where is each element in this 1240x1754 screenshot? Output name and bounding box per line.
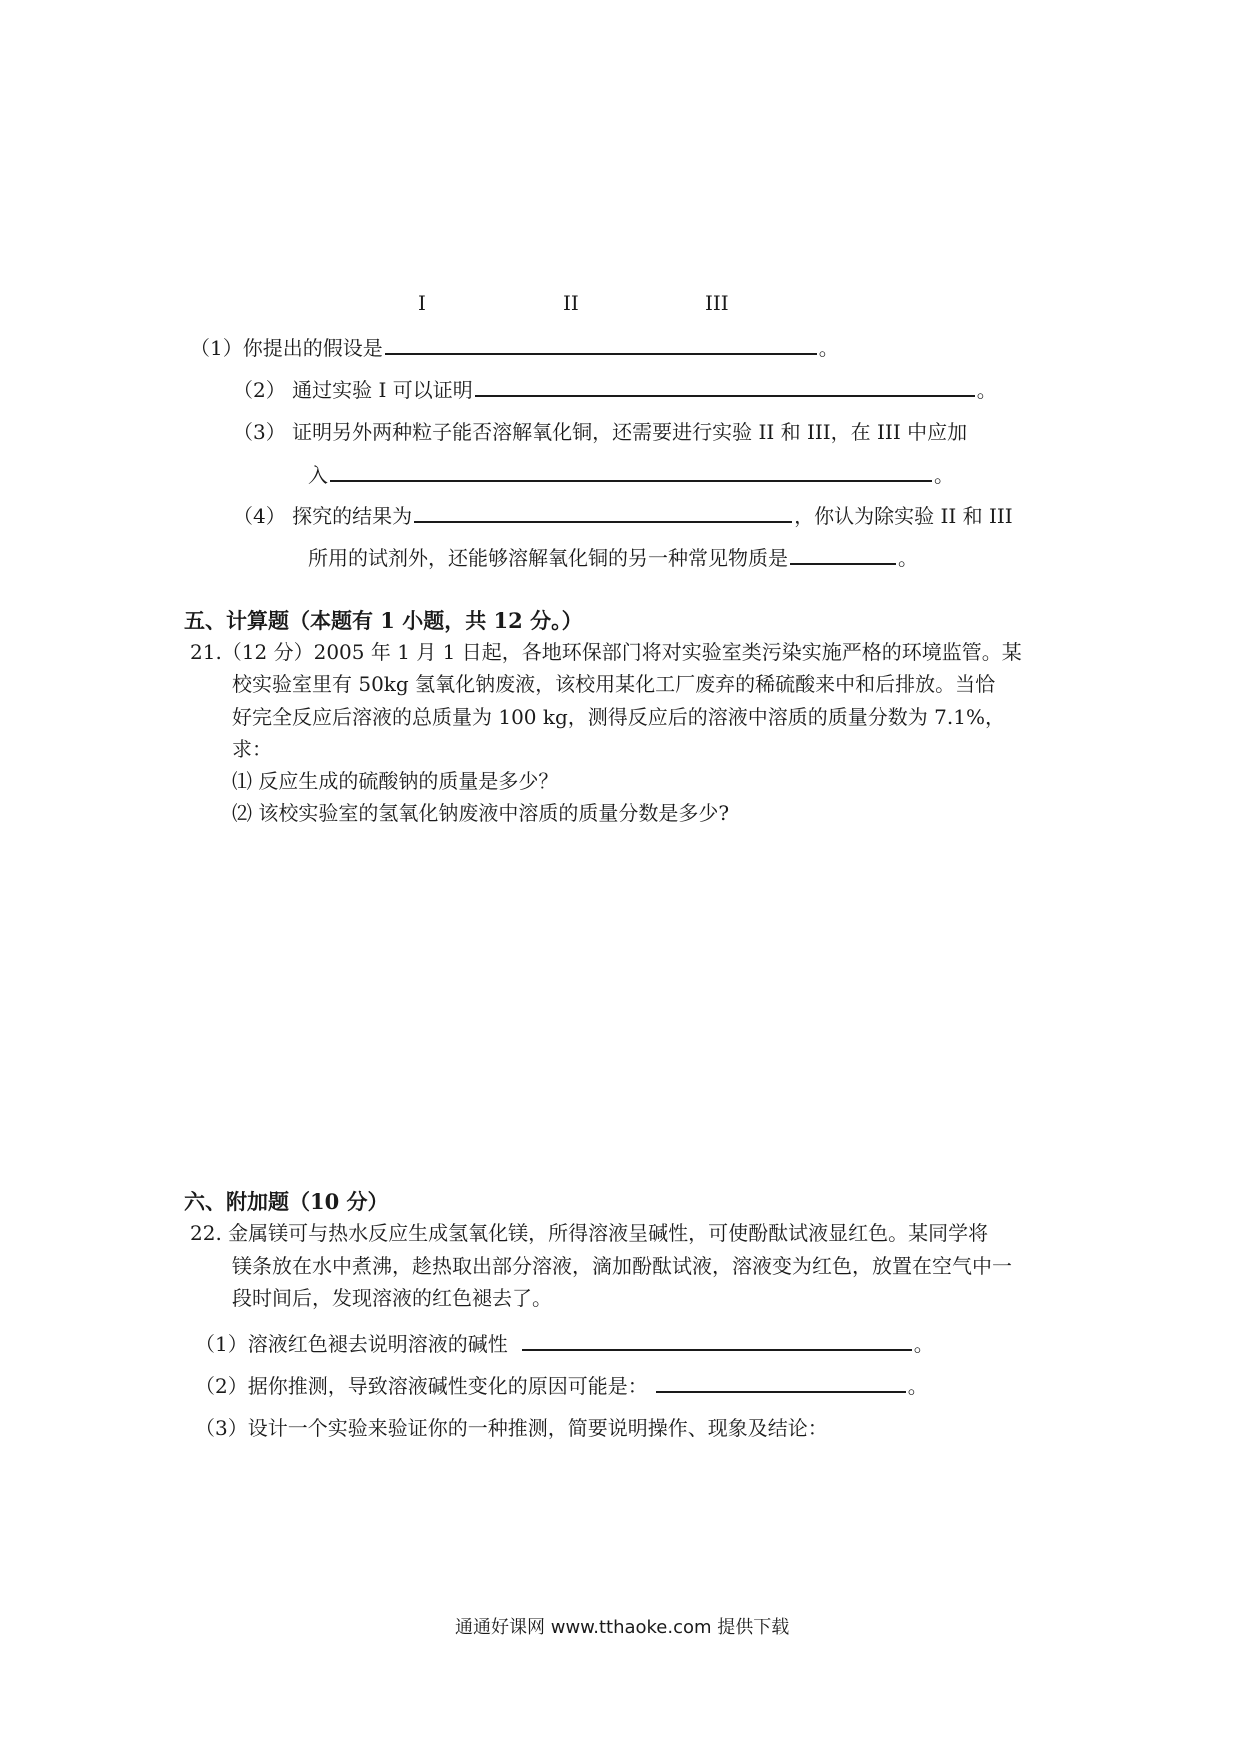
figure-label-2: II — [563, 291, 579, 315]
question-21-line-4: 求： — [232, 737, 272, 761]
question-3-blank — [330, 460, 932, 482]
question-22-sub-3: （3）设计一个实验来验证你的一种推测，简要说明操作、现象及结论： — [195, 1416, 828, 1440]
question-21-line-3: 好完全反应后溶液的总质量为 100 kg，测得反应后的溶液中溶质的质量分数为 7.1%， — [232, 705, 1005, 729]
question-4-line-1 — [233, 500, 1013, 529]
question-1-end: 。 — [818, 336, 839, 360]
question-22-line-1: 22. 金属镁可与热水反应生成氢氧化镁，所得溶液呈碱性，可使酚酞试液显红色。某同学将 — [190, 1221, 989, 1245]
question-21-sub-1: ⑴ 反应生成的硫酸钠的质量是多少？ — [232, 769, 559, 793]
question-4-mid: ，你认为除实验 II 和 III — [794, 504, 1013, 528]
question-21-line-2: 校实验室里有 50kg 氢氧化钠废液，该校用某化工厂废弃的稀硫酸来中和后排放。当恰 — [232, 672, 996, 696]
question-22-line-3: 段时间后，发现溶液的红色褪去了。 — [232, 1286, 552, 1310]
question-1-label: （1）你提出的假设是 — [190, 336, 383, 360]
question-4-line-2 — [308, 542, 918, 571]
question-22-sub-1-end: 。 — [913, 1332, 934, 1356]
question-22-line-2: 镁条放在水中煮沸，趁热取出部分溶液，滴加酚酞试液，溶液变为红色，放置在空气中一 — [232, 1254, 1012, 1278]
question-2-blank — [475, 375, 975, 397]
question-4-line-2-text: 所用的试剂外，还能够溶解氧化铜的另一种常见物质是 — [308, 546, 788, 570]
question-3-end: 。 — [934, 463, 954, 487]
question-4-blank-1 — [414, 501, 792, 523]
question-2 — [233, 374, 997, 403]
section-5-heading: 五、计算题（本题有 1 小题，共 12 分。） — [184, 608, 583, 633]
section-6-heading: 六、附加题（10 分） — [184, 1189, 389, 1214]
question-22-sub-2-blank — [656, 1371, 906, 1393]
question-22-sub-1-label: （1）溶液红色褪去说明溶液的碱性 — [195, 1332, 508, 1356]
question-2-label: （2） 通过实验 I 可以证明 — [233, 378, 473, 402]
question-22-sub-2-label: （2）据你推测，导致溶液碱性变化的原因可能是： — [195, 1374, 648, 1398]
question-1 — [190, 332, 839, 361]
question-21-sub-2: ⑵ 该校实验室的氢氧化钠废液中溶质的质量分数是多少? — [232, 801, 730, 825]
question-1-blank — [385, 333, 817, 355]
figure-label-1: I — [418, 291, 426, 315]
question-4-label: （4） 探究的结果为 — [233, 504, 413, 528]
question-2-end: 。 — [976, 378, 997, 402]
question-22-sub-1-blank — [522, 1329, 912, 1351]
page-footer: 通通好课网 www.tthaoke.com 提供下载 — [455, 1617, 790, 1638]
figure-label-3: III — [705, 291, 729, 315]
question-22-sub-2 — [195, 1370, 928, 1399]
question-22-sub-1 — [195, 1328, 934, 1357]
question-21-line-1: 21.（12 分）2005 年 1 月 1 日起，各地环保部门将对实验室类污染实施严格的环境监管。某 — [190, 640, 1022, 664]
question-3-line-1: （3） 证明另外两种粒子能否溶解氧化铜，还需要进行实验 II 和 III，在 III 中应加 — [233, 420, 968, 444]
question-3-prefix: 入 — [308, 463, 328, 487]
question-4-blank-2 — [790, 543, 896, 565]
question-3-line-2 — [308, 459, 954, 488]
question-4-end: 。 — [898, 546, 918, 570]
question-22-sub-2-end: 。 — [907, 1374, 928, 1398]
